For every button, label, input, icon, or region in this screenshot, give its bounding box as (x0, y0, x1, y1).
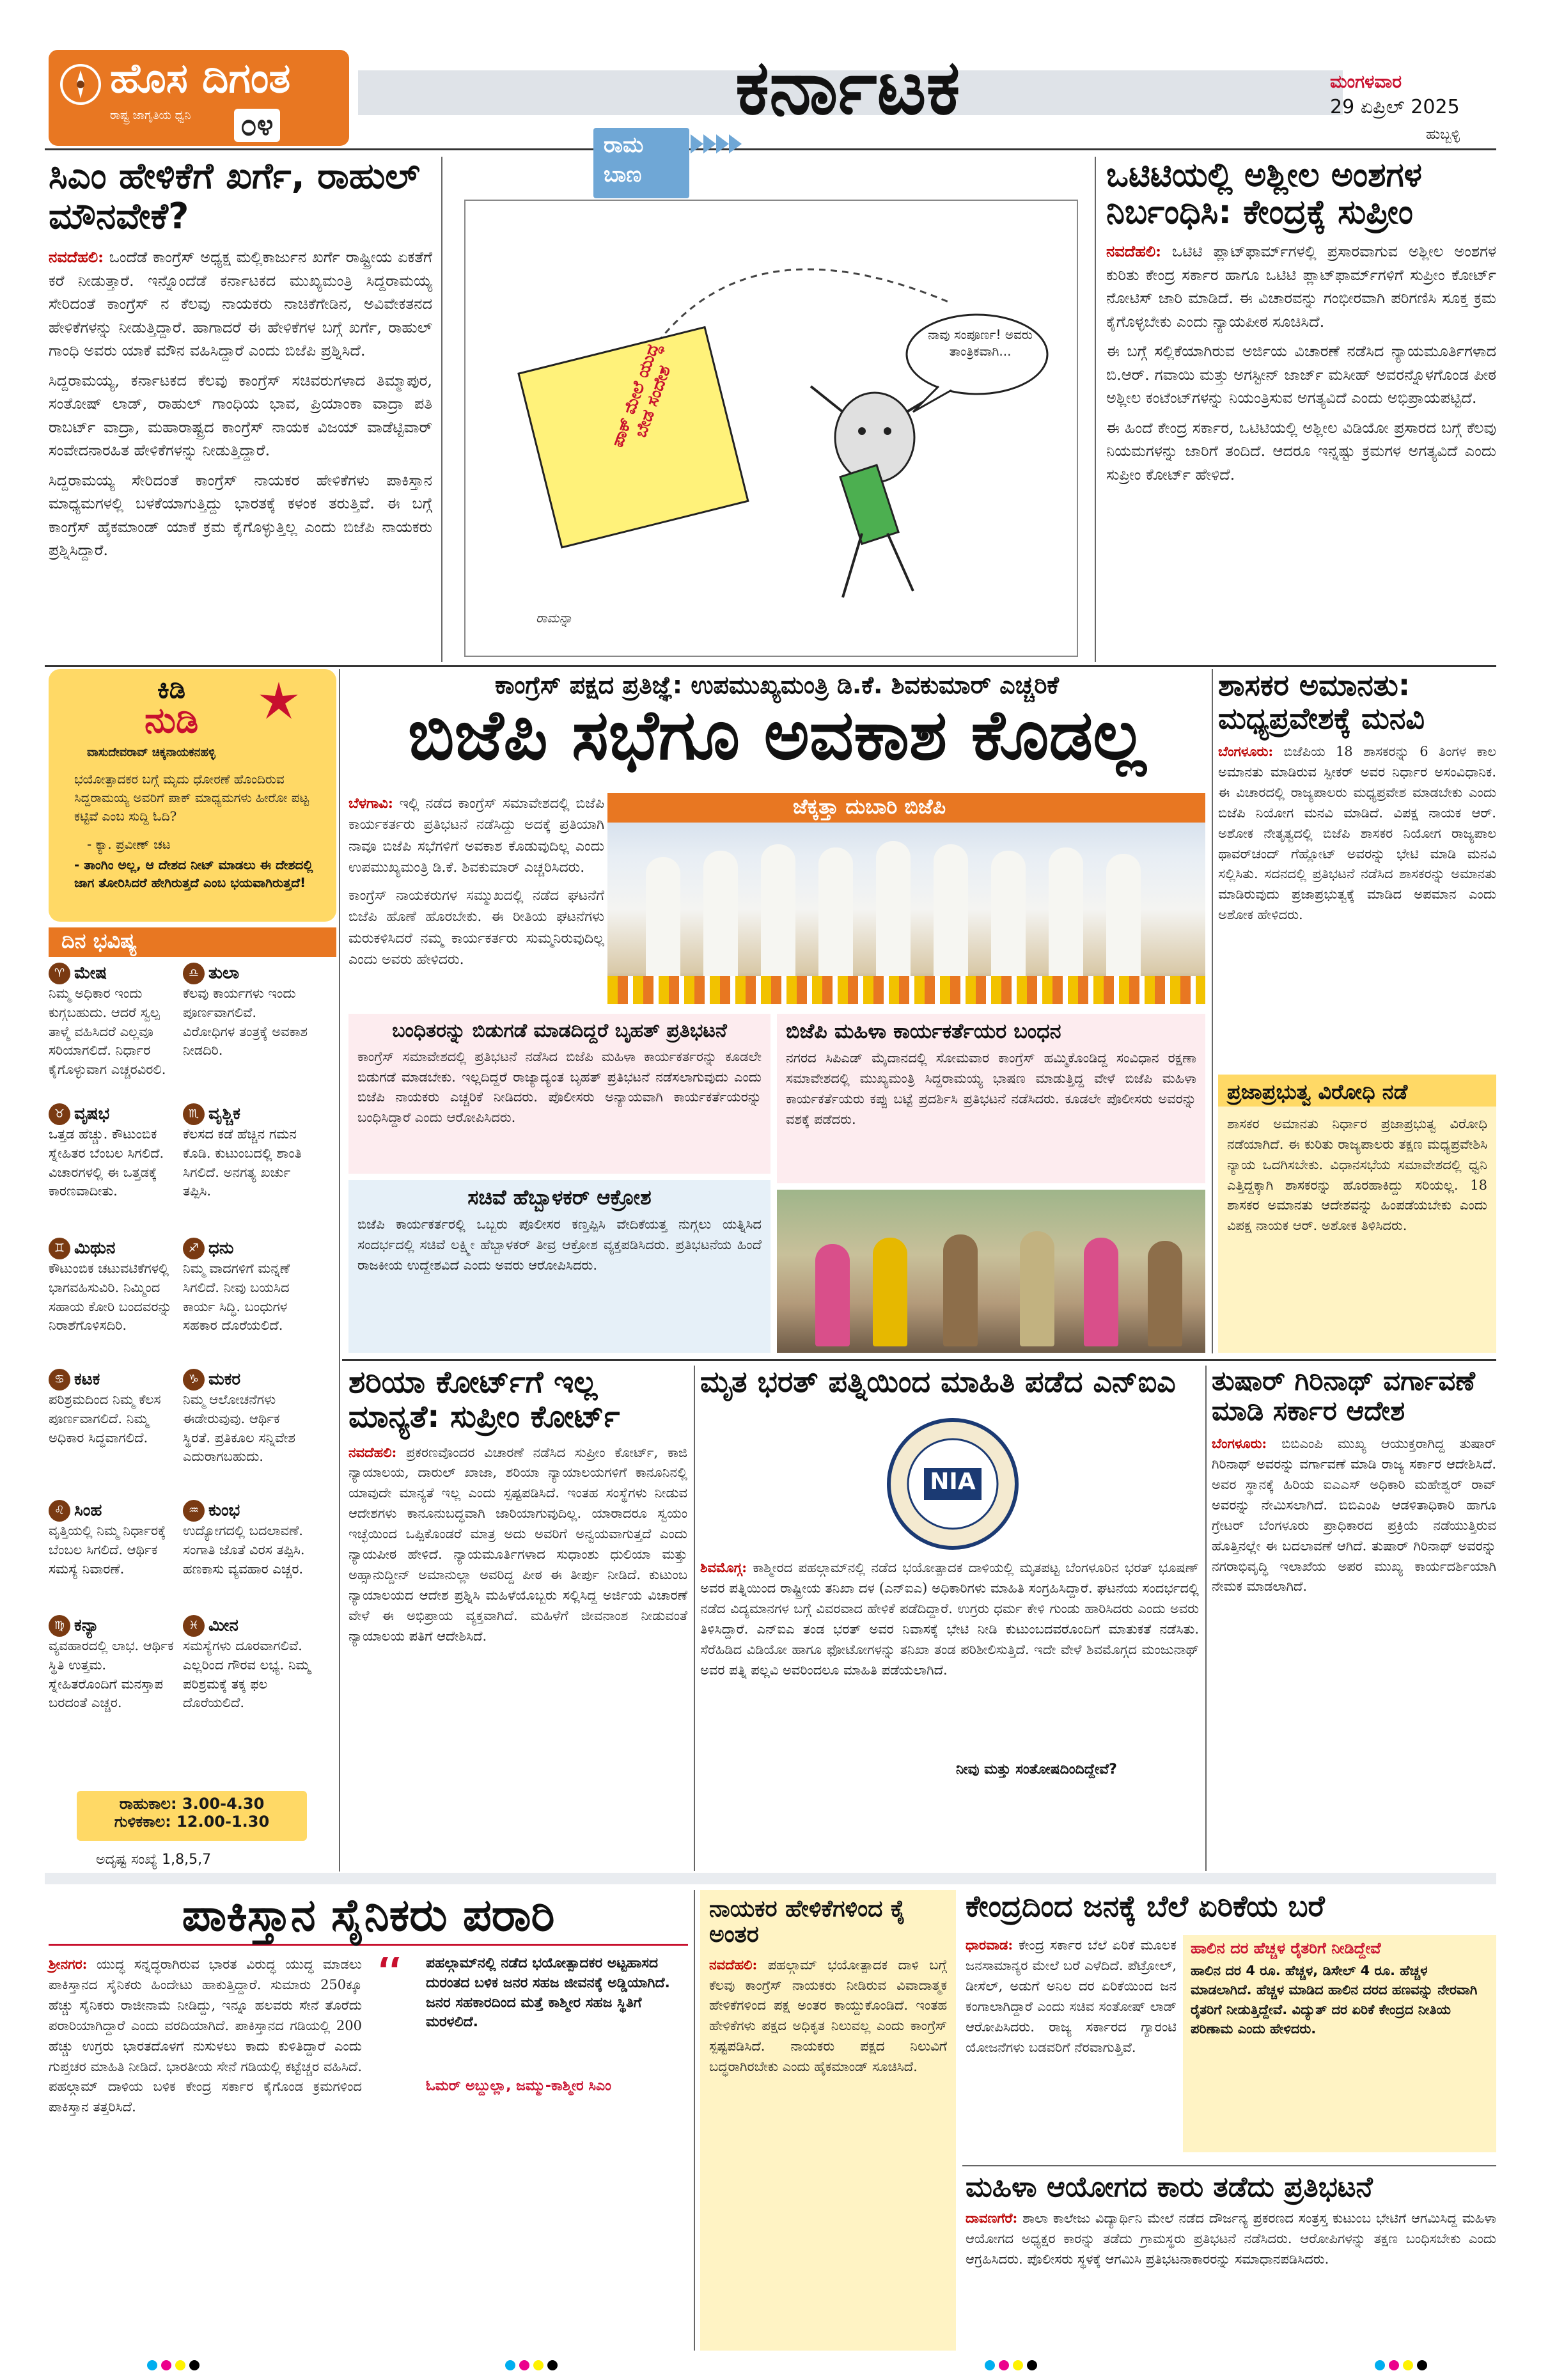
paragraph: ಒಟಿಟಿ ಪ್ಲಾಟ್‌ಫಾರ್ಮ್‌ಗಳಲ್ಲಿ ಪ್ರಸಾರವಾಗುವ ಅಶ್ಲೀಲ ಅಂಶಗಳ ಕುರಿತು ಕೇಂದ್ರ ಸರ್ಕಾರ ಹಾಗೂ ಒಟಿಟಿ ಪ್ಲಾಟ್‌ಫಾರ್ಮ್‌ಗಳಿಗೆ ಸುಪ್ರೀಂ ಕೋರ್ಟ್ ನೋಟಿಸ್ ಜಾರಿ ಮಾಡಿದೆ. ಈ ವಿಚಾರವನ್ನು ಗಂಭೀರವಾಗಿ ಪರಿಗಣಿಸಿ ಸೂಕ್ತ ಕ್ರಮ ಕೈಗೊಳ್ಳಬೇಕು ಎಂದು ನ್ಯಾಯಪೀಠ ಸೂಚಿಸಿದೆ. (1106, 242, 1496, 331)
paragraph: ಶಾಸಕರ ಅಮಾನತು ನಿರ್ಧಾರ ಪ್ರಜಾಪ್ರಭುತ್ವ ವಿರೋಧಿ ನಡೆಯಾಗಿದೆ. ಈ ಕುರಿತು ರಾಜ್ಯಪಾಲರು ತಕ್ಷಣ ಮಧ್ಯಪ್ರವೇಶಿಸಿ ನ್ಯಾಯ ಒದಗಿಸಬೇಕು. ವಿಧಾನಸಭೆಯ ಸಮಾವೇಶದಲ್ಲಿ ಧ್ವನಿ ಎತ್ತಿದ್ದಕ್ಕಾಗಿ ಶಾಸಕರನ್ನು ಹೊರಹಾಕಿದ್ದು ಸರಿಯಲ್ಲ. 18 ಶಾಸಕರ ಅಮಾನತು ಆದೇಶವನ್ನು ಹಿಂಪಡೆಯಬೇಕು ಎಂದು ವಿಪಕ್ಷ ನಾಯಕ ಆರ್. ಅಶೋಕ ತಿಳಿಸಿದರು. (1227, 1115, 1487, 1234)
paragraph: ಕೇಂದ್ರ ಸರ್ಕಾರ ಬೆಲೆ ಏರಿಕೆ ಮೂಲಕ ಜನಸಾಮಾನ್ಯರ ಮೇಲೆ ಬರೆ ಎಳೆದಿದೆ. ಪೆಟ್ರೋಲ್, ಡೀಸೆಲ್, ಅಡುಗೆ ಅನಿಲ ದರ ಏರಿಕೆಯಿಂದ ಜನ ಕಂಗಾಲಾಗಿದ್ದಾರೆ ಎಂದು ಸಚಿವ ಸಂತೋಷ್ ಲಾಡ್ ಆರೋಪಿಸಿದರು. ರಾಜ್ಯ ಸರ್ಕಾರದ ಗ್ಯಾರಂಟಿ ಯೋಜನೆಗಳು ಬಡವರಿಗೆ ನೆರವಾಗುತ್ತಿವೆ. (966, 1937, 1177, 2055)
horoscope-sign: ♒ ಕುಂಭ ಉದ್ಯೋಗದಲ್ಲಿ ಬದಲಾವಣೆ. ಸಂಗಾತಿ ಜೊತೆ ವಿರಸ ತಪ್ಪಿಸಿ. ಹಣಕಾಸು ವ್ಯವಹಾರ ಎಚ್ಚರ. (183, 1501, 305, 1577)
masthead-day: ಮಂಗಳವಾರ (1330, 71, 1402, 92)
gemini-icon: ♊ (49, 1238, 70, 1259)
registration-dots (985, 2360, 1041, 2373)
cancer-icon: ♋ (49, 1369, 70, 1391)
paragraph: ಸಿದ್ದರಾಮಯ್ಯ ಸೇರಿದಂತೆ ಕಾಂಗ್ರೆಸ್ ನಾಯಕರ ಹೇಳಿಕೆಗಳು ಪಾಕಿಸ್ತಾನ ಮಾಧ್ಯಮಗಳಲ್ಲಿ ಬಳಕೆಯಾಗುತ್ತಿದ್ದು ಭಾರತಕ್ಕೆ ಕಳಂಕ ತರುತ್ತಿವೆ. ಈ ಬಗ್ಗೆ ಕಾಂಗ್ರೆಸ್ ಹೈಕಮಾಂಡ್ ಯಾಕೆ ಕ್ರಮ ಕೈಗೊಳ್ಳುತ್ತಿಲ್ಲ ಎಂದು ಬಿಜೆಪಿ ನಾಯಕರು ಪ್ರಶ್ನಿಸಿದ್ದಾರೆ. (49, 471, 432, 560)
rahukala: ರಾಹುಕಾಲ: 3.00-4.30 (119, 1795, 265, 1813)
paragraph: ಸಿದ್ದರಾಮಯ್ಯ, ಕರ್ನಾಟಕದ ಕೆಲವು ಕಾಂಗ್ರೆಸ್ ಸಚಿವರುಗಳಾದ ತಿಮ್ಮಾಪುರ, ಸಂತೋಷ್ ಲಾಡ್, ರಾಹುಲ್ ಗಾಂಧಿಯ ಭಾವ, ಪ್ರಿಯಾಂಕಾ ವಾದ್ರಾ ಪತಿ ರಾಬರ್ಟ್ ವಾದ್ರಾ, ಮಹಾರಾಷ್ಟ್ರದ ಕಾಂಗ್ರೆಸ್ ನಾಯಕ ವಿಜಯ್ ವಾಡೆಟ್ಟಿವಾರ್ ಸಂವೇದನಾರಹಿತ ಹೇಳಿಕೆಗಳನ್ನು ನೀಡುತ್ತಿದ್ದಾರೆ. (49, 371, 432, 460)
capricorn-icon: ♑ (183, 1369, 205, 1391)
dateline: ಬೆಳಗಾವಿ: (348, 795, 393, 812)
dateline: ದಾವಣಗೆರೆ: (966, 2210, 1018, 2226)
spark-icon (260, 682, 298, 720)
paragraph: ಪ್ರಕರಣವೊಂದರ ವಿಚಾರಣೆ ನಡೆಸಿದ ಸುಪ್ರೀಂ ಕೋರ್ಟ್, ಕಾಜಿ ನ್ಯಾಯಾಲಯ, ದಾರುಲ್ ಖಾಜಾ, ಶರಿಯಾ ನ್ಯಾಯಾಲಯಗಳಿಗೆ ಕಾನೂನಿನಲ್ಲಿ ಯಾವುದೇ ಮಾನ್ಯತೆ ಇಲ್ಲ ಎಂದು ಸ್ಪಷ್ಟಪಡಿಸಿದೆ. ಇಂತಹ ಸಂಸ್ಥೆಗಳು ನೀಡುವ ಆದೇಶಗಳು ಕಾನೂನುಬದ್ಧವಾಗಿ ಜಾರಿಯಾಗುವುದಿಲ್ಲ. ಯಾರಾದರೂ ಸ್ವಯಂ ಇಚ್ಛೆಯಿಂದ ಒಪ್ಪಿಕೊಂಡರೆ ಮಾತ್ರ ಅದು ಅವರಿಗೆ ಅನ್ವಯವಾಗುತ್ತದೆ ಎಂದು ನ್ಯಾಯಪೀಠ ಹೇಳಿದೆ. ನ್ಯಾಯಮೂರ್ತಿಗಳಾದ ಸುಧಾಂಶು ಧುಲಿಯಾ ಮತ್ತು ಅಹ್ಸಾನುದ್ದೀನ್ ಅಮಾನುಲ್ಲಾ ಅವರಿದ್ದ ಪೀಠ ಈ ತೀರ್ಪು ನೀಡಿದೆ. ಕುಟುಂಬ ನ್ಯಾಯಾಲಯದ ಆದೇಶ ಪ್ರಶ್ನಿಸಿ ಮಹಿಳೆಯೊಬ್ಬರು ಸಲ್ಲಿಸಿದ್ದ ಅರ್ಜಿಯ ವಿಚಾರಣೆ ವೇಳೆ ಈ ಅಭಿಪ್ರಾಯ ವ್ಯಕ್ತವಾಗಿದೆ. ಮಹಿಳೆಗೆ ಜೀವನಾಂಶ ನೀಡುವಂತೆ ನ್ಯಾಯಾಲಯ ಪತಿಗೆ ಆದೇಶಿಸಿದೆ. (348, 1444, 687, 1644)
dateline: ನವದೆಹಲಿ: (348, 1444, 397, 1460)
ramabana-label: ಬಾಣ (604, 162, 642, 187)
registration-dots (147, 2360, 203, 2373)
horoscope-title: ದಿನ ಭವಿಷ್ಯ (61, 929, 137, 953)
subhead: ನೀವು ಮತ್ತು ಸಂತೋಷದಿಂದಿದ್ದೇವೆ? (956, 1761, 1117, 1777)
section-title: ಕರ್ನಾಟಕ (735, 43, 960, 131)
kidi-author: ವಾಸುದೇವರಾವ್ ಚಿಕ್ಕನಾಯಕನಹಳ್ಳಿ (87, 746, 215, 759)
horoscope-sign: ♈ ಮೇಷ ನಿಮ್ಮ ಅಧಿಕಾರ ಇಂದು ಕುಗ್ಗಬಹುದು. ಆದರೆ ಸ್ವಲ್ಪ ತಾಳ್ಮೆ ವಹಿಸಿದರೆ ಎಲ್ಲವೂ ಸರಿಯಾಗಲಿದೆ. ನಿರ್ಧಾರ ಕೈಗೊಳ್ಳುವಾಗ ಎಚ್ಚರವಿರಲಿ. (49, 963, 166, 1078)
masthead-date: 29 ಏಪ್ರಿಲ್ 2025 (1330, 96, 1460, 118)
headline: ಬಂಧಿತರನ್ನು ಬಿಡುಗಡೆ ಮಾಡದಿದ್ದರೆ ಬೃಹತ್ ಪ್ರತಿಭಟನೆ (392, 1020, 727, 1042)
paragraph: ಇಲ್ಲಿ ನಡೆದ ಕಾಂಗ್ರೆಸ್ ಸಮಾವೇಶದಲ್ಲಿ ಬಿಜೆಪಿ ಕಾರ್ಯಕರ್ತರು ಪ್ರತಿಭಟನೆ ನಡೆಸಿದ್ದು ಅದಕ್ಕೆ ಪ್ರತಿಯಾಗಿ ನಾವೂ ಬಿಜೆಪಿ ಸಭೆಗಳಿಗೆ ಅವಕಾಶ ಕೊಡುವುದಿಲ್ಲ ಎಂದು ಉಪಮುಖ್ಯಮಂತ್ರಿ ಡಿ.ಕೆ. ಶಿವಕುಮಾರ್ ಎಚ್ಚರಿಸಿದರು. (348, 796, 604, 876)
paragraph: ಕಾಂಗ್ರೆಸ್ ನಾಯಕರುಗಳ ಸಮ್ಮುಖದಲ್ಲಿ ನಡೆದ ಘಟನೆಗೆ ಬಿಜೆಪಿ ಹೊಣೆ ಹೊರಬೇಕು. ಈ ರೀತಿಯ ಘಟನೆಗಳು ಮರುಕಳಿಸಿದರೆ ನಮ್ಮ ಕಾರ್ಯಕರ್ತರು ಸುಮ್ಮನಿರುವುದಿಲ್ಲ ಎಂದು ಅವರು ಹೇಳಿದರು. (348, 887, 604, 968)
stage-banner (607, 793, 1205, 823)
svg-text:“: “ (375, 1957, 405, 1996)
box-text: ಹಾಲಿನ ದರ 4 ರೂ. ಹೆಚ್ಚಳ, ಡಿಸೇಲ್ 4 ರೂ. ಹೆಚ್ಚಳ ಮಾಡಲಾಗಿದೆ. ಹೆಚ್ಚಳ ಮಾಡಿದ ಹಾಲಿನ ದರದ ಹಣವನ್ನು ನೇರವಾಗಿ ರೈತರಿಗೆ ನೀಡುತ್ತಿದ್ದೇವೆ. ವಿದ್ಯುತ್ ದರ ಏರಿಕೆ ಕೇಂದ್ರದ ನೀತಿಯ ಪರಿಣಾಮ ಎಂದು ಹೇಳಿದರು. (1191, 1962, 1478, 2037)
dateline: ನವದೆಹಲಿ: (709, 1956, 758, 1973)
pull-quote: ಪಹಲ್ಗಾಮ್‌ನಲ್ಲಿ ನಡೆದ ಭಯೋತ್ಪಾದಕರ ಅಟ್ಟಹಾಸದ ದುರಂತದ ಬಳಿಕ ಜನರ ಸಹಜ ಜೀವನಕ್ಕೆ ಅಡ್ಡಿಯಾಗಿದೆ. ಜನರ ಸಹಕಾರದಿಂದ ಮತ್ತೆ ಕಾಶ್ಮೀರ ಸಹಜ ಸ್ಥಿತಿಗೆ ಮರಳಲಿದೆ. (426, 1955, 670, 2031)
lead-text (348, 793, 604, 1004)
story-price (966, 1890, 1496, 2159)
kidi-title: ಕಿಡಿ (157, 675, 185, 704)
arrow-icon (691, 134, 742, 154)
sub-bjp-women (348, 1014, 770, 1174)
cartoon-paper-text: ಪಾಕ್ ಮೇಲೆ ಯುದ್ಧ ಬೇಡ ಸಂದೇಶ (607, 340, 675, 450)
cartoon-signature: ರಾಮನ್ನಾ (536, 610, 573, 626)
price-box (1183, 1935, 1496, 2152)
paragraph: ಶಾಲಾ ಕಾಲೇಜು ವಿದ್ಯಾರ್ಥಿನಿ ಮೇಲೆ ನಡೆದ ದೌರ್ಜನ್ಯ ಪ್ರಕರಣದ ಸಂತ್ರಸ್ತ ಕುಟುಂಬ ಭೇಟಿಗೆ ಆಗಮಿಸಿದ್ದ ಮಹಿಳಾ ಆಯೋಗದ ಅಧ್ಯಕ್ಷರ ಕಾರನ್ನು ತಡೆದು ಗ್ರಾಮಸ್ಥರು ಪ್ರತಿಭಟನೆ ನಡೆಸಿದರು. ಆರೋಪಿಗಳನ್ನು ತಕ್ಷಣ ಬಂಧಿಸಬೇಕು ಎಂದು ಆಗ್ರಹಿಸಿದರು. ಪೊಲೀಸರು ಸ್ಥಳಕ್ಕೆ ಆಗಮಿಸಿ ಪ್ರತಿಭಟನಾಕಾರರನ್ನು ಸಮಾಧಾನಪಡಿಸಿದರು. (966, 2211, 1496, 2267)
logo-text: ಹೊಸ ದಿಗಂತ (110, 55, 291, 102)
paragraph: ಈ ಹಿಂದೆ ಕೇಂದ್ರ ಸರ್ಕಾರ, ಒಟಿಟಿಯಲ್ಲಿ ಅಶ್ಲೀಲ ವಿಡಿಯೋ ಪ್ರಸಾರದ ಬಗ್ಗೆ ಕೆಲವು ನಿಯಮಗಳನ್ನು ಜಾರಿಗೆ ತಂದಿದೆ. ಆದರೂ ಇನ್ನಷ್ಟು ಕ್ರಮಗಳ ಅಗತ್ಯವಿದೆ ಎಂದು ಸುಪ್ರೀಂ ಕೋರ್ಟ್ ಹೇಳಿದೆ. (1106, 418, 1496, 484)
story-sharia (348, 1366, 687, 1871)
dateline: ನವದೆಹಲಿ: (49, 248, 104, 267)
registration-dots (505, 2360, 561, 2373)
horoscope-sign: ♍ ಕನ್ಯಾ ವ್ಯವಹಾರದಲ್ಲಿ ಲಾಭ. ಆರ್ಥಿಕ ಸ್ಥಿತಿ ಉತ್ತಮ. ಸ್ನೇಹಿತರೊಂದಿಗೆ ಮನಸ್ತಾಪ ಬರದಂತೆ ಎಚ್ಚರ. (49, 1616, 174, 1711)
aries-icon: ♈ (49, 963, 70, 984)
story-ott (1106, 157, 1496, 662)
horoscope-sign: ♎ ತುಲಾ ಕೆಲವು ಕಾರ್ಯಗಳು ಇಂದು ಪೂರ್ಣವಾಗಲಿವೆ. ವಿರೋಧಿಗಳ ತಂತ್ರಕ್ಕೆ ಅವಕಾಶ ನೀಡದಿರಿ. (183, 963, 308, 1059)
flower-row (607, 976, 1205, 1004)
story-pak (49, 1890, 688, 2351)
rahukala-box (77, 1791, 307, 1841)
paragraph: ನಗರದ ಸಿಪಿಎಡ್ ಮೈದಾನದಲ್ಲಿ ಸೋಮವಾರ ಕಾಂಗ್ರೆಸ್ ಹಮ್ಮಿಕೊಂಡಿದ್ದ ಸಂವಿಧಾನ ರಕ್ಷಣಾ ಸಮಾವೇಶದಲ್ಲಿ ಮುಖ್ಯಮಂತ್ರಿ ಸಿದ್ದರಾಮಯ್ಯ ಭಾಷಣ ಮಾಡುತ್ತಿದ್ದ ವೇಳೆ ಬಿಜೆಪಿ ಮಹಿಳಾ ಕಾರ್ಯಕರ್ತೆಯರು ಕಪ್ಪು ಬಟ್ಟೆ ಪ್ರದರ್ಶಿಸಿ ಪ್ರತಿಭಟನೆ ನಡೆಸಿದರು. ಕೂಡಲೇ ಪೊಲೀಸರು ಅವರನ್ನು ವಶಕ್ಕೆ ಪಡೆದರು. (786, 1050, 1196, 1127)
story-nia (700, 1366, 1199, 1871)
paragraph: ಕಾಂಗ್ರೆಸ್ ಸಮಾವೇಶದಲ್ಲಿ ಪ್ರತಿಭಟನೆ ನಡೆಸಿದ ಬಿಜೆಪಿ ಮಹಿಳಾ ಕಾರ್ಯಕರ್ತರನ್ನು ಕೂಡಲೇ ಬಿಡುಗಡೆ ಮಾಡಬೇಕು. ಇಲ್ಲದಿದ್ದರೆ ರಾಜ್ಯಾದ್ಯಂತ ಬೃಹತ್ ಪ್ರತಿಭಟನೆ ನಡೆಸಲಾಗುವುದು ಎಂದು ಬಿಜೆಪಿ ನಾಯಕರು ಎಚ್ಚರಿಕೆ ನೀಡಿದರು. ಪೊಲೀಸರು ಅನ್ಯಾಯವಾಗಿ ಕಾರ್ಯಕರ್ತೆಯರನ್ನು ಬಂಧಿಸಿದ್ದಾರೆ ಎಂದು ಆರೋಪಿಸಿದರು. (357, 1048, 762, 1126)
headline: ಸಚಿವೆ ಹೆಬ್ಬಾಳಕರ್ ಆಕ್ರೋಶ (467, 1185, 652, 1210)
paragraph: ಪಹಲ್ಗಾಮ್ ಭಯೋತ್ಪಾದಕ ದಾಳಿ ಬಗ್ಗೆ ಕೆಲವು ಕಾಂಗ್ರೆಸ್ ನಾಯಕರು ನೀಡಿರುವ ವಿವಾದಾತ್ಮಕ ಹೇಳಿಕೆಗಳಿಂದ ಪಕ್ಷ ಅಂತರ ಕಾಯ್ದುಕೊಂಡಿದೆ. ಇಂತಹ ಹೇಳಿಕೆಗಳು ಪಕ್ಷದ ಅಧಿಕೃತ ನಿಲುವಲ್ಲ ಎಂದು ಕಾಂಗ್ರೆಸ್ ಸ್ಪಷ್ಟಪಡಿಸಿದೆ. ನಾಯಕರು ಪಕ್ಷದ ನಿಲುವಿಗೆ ಬದ್ಧರಾಗಿರಬೇಕು ಎಂದು ಹೈಕಮಾಂಡ್ ಸೂಚಿಸಿದೆ. (709, 1957, 947, 2075)
headline: ಶಾಸಕರ ಅಮಾನತು: ಮಧ್ಯಪ್ರವೇಶಕ್ಕೆ ಮನವಿ (1218, 668, 1425, 736)
libra-icon: ♎ (183, 963, 205, 984)
paragraph: ಕಾಶ್ಮೀರದ ಪಹಲ್ಗಾಮ್‌ನಲ್ಲಿ ನಡೆದ ಭಯೋತ್ಪಾದಕ ದಾಳಿಯಲ್ಲಿ ಮೃತಪಟ್ಟ ಬೆಂಗಳೂರಿನ ಭರತ್ ಭೂಷಣ್ ಅವರ ಪತ್ನಿಯಿಂದ ರಾಷ್ಟ್ರೀಯ ತನಿಖಾ ದಳ (ಎನ್‌ಐಎ) ಅಧಿಕಾರಿಗಳು ಮಾಹಿತಿ ಸಂಗ್ರಹಿಸಿದ್ದಾರೆ. ಘಟನೆಯ ಸಂದರ್ಭದಲ್ಲಿ ನಡೆದ ವಿದ್ಯಮಾನಗಳ ಬಗ್ಗೆ ವಿವರವಾದ ಹೇಳಿಕೆ ಪಡೆದಿದ್ದಾರೆ. ಉಗ್ರರು ಧರ್ಮ ಕೇಳಿ ಗುಂಡು ಹಾರಿಸಿದರು ಎಂದು ಅವರು ತಿಳಿಸಿದ್ದಾರೆ. ಎನ್‌ಐಎ ತಂಡ ಭರತ್ ಅವರ ನಿವಾಸಕ್ಕೆ ಭೇಟಿ ನೀಡಿ ಕುಟುಂಬದವರೊಂದಿಗೆ ಮಾತುಕತೆ ನಡೆಸಿತು. ಸೆರೆಹಿಡಿದ ವಿಡಿಯೋ ಹಾಗೂ ಫೋಟೋಗಳನ್ನು ತನಿಖಾ ತಂಡ ಪರಿಶೀಲಿಸುತ್ತಿದೆ. ಇದೇ ವೇಳೆ ಶಿವಮೊಗ್ಗದ ಮಂಜುನಾಥ್ ಅವರ ಪತ್ನಿ ಪಲ್ಲವಿ ಅವರಿಂದಲೂ ಮಾಹಿತಿ ಪಡೆಯಲಾಗಿದೆ. (700, 1560, 1199, 1678)
paragraph: ಒಂದೆಡೆ ಕಾಂಗ್ರೆಸ್ ಅಧ್ಯಕ್ಷ ಮಲ್ಲಿಕಾರ್ಜುನ ಖರ್ಗೆ ರಾಷ್ಟ್ರೀಯ ಏಕತೆಗೆ ಕರೆ ನೀಡುತ್ತಾರೆ. ಇನ್ನೊಂದೆಡೆ ಕರ್ನಾಟಕದ ಮುಖ್ಯಮಂತ್ರಿ ಸಿದ್ದರಾಮಯ್ಯ ಸೇರಿದಂತೆ ಕಾಂಗ್ರೆಸ್ ನ ಕೆಲವು ನಾಯಕರು ನಾಚಿಕೆಗೇಡಿನ, ಅವಿವೇಕತನದ ಹೇಳಿಕೆಗಳನ್ನು ನೀಡುತ್ತಿದ್ದಾರೆ. ಹಾಗಾದರೆ ಈ ಹೇಳಿಕೆಗಳ ಬಗ್ಗೆ ಖರ್ಗೆ, ರಾಹುಲ್ ಗಾಂಧಿ ಅವರು ಯಾಕೆ ಮೌನ ವಹಿಸಿದ್ದಾರೆ ಎಂದು ಬಿಜೆಪಿ ಪ್ರಶ್ನಿಸಿದೆ. (49, 248, 432, 360)
kidi-nudi-box (49, 669, 336, 922)
headline: ಮಹಿಳಾ ಆಯೋಗದ ಕಾರು ತಡೆದು ಪ್ರತಿಭಟನೆ (966, 2171, 1373, 2203)
horoscope-sign: ♏ ವೃಶ್ಚಿಕ ಕೆಲಸದ ಕಡೆ ಹೆಚ್ಚಿನ ಗಮನ ಕೊಡಿ. ಕುಟುಂಬದಲ್ಲಿ ಶಾಂತಿ ಸಿಗಲಿದೆ. ಅನಗತ್ಯ ಖರ್ಚು ತಪ್ಪಿಸಿ. (183, 1104, 302, 1199)
taurus-icon: ♉ (49, 1103, 70, 1125)
headline: ಶರಿಯಾ ಕೋರ್ಟ್‌ಗೆ ಇಲ್ಲ ಮಾನ್ಯತೆ: ಸುಪ್ರೀಂ ಕೋರ್ಟ್ (348, 1364, 620, 1435)
masthead-city: ಹುಬ್ಬಳ್ಳಿ (1426, 127, 1460, 143)
leo-icon: ♌ (49, 1500, 70, 1522)
headline: ಮೃತ ಭರತ್ ಪತ್ನಿಯಿಂದ ಮಾಹಿತಿ ಪಡೆದ ಎನ್‌ಐಎ (700, 1364, 1176, 1399)
box-title: ಹಾಲಿನ ದರ ಹೆಚ್ಚಳ ರೈತರಿಗೆ ನೀಡಿದ್ದೇವೆ (1191, 1939, 1381, 1957)
nia-seal (886, 1417, 1020, 1551)
kidi-answer-name: - ಕ್ಯಾ. ಪ್ರವೀಣ್ ಚಟ (87, 837, 171, 852)
horoscope-sign: ♐ ಧನು ನಿಮ್ಮ ವಾದಗಳಿಗೆ ಮನ್ನಣೆ ಸಿಗಲಿದೆ. ನೀವು ಬಯಸಿದ ಕಾರ್ಯ ಸಿದ್ಧಿ. ಬಂಧುಗಳ ಸಹಕಾರ ದೊರೆಯಲಿದೆ. (183, 1238, 290, 1334)
nia-seal-center: NIA (930, 1469, 976, 1495)
headline: ನಾಯಕರ ಹೇಳಿಕೆಗಳಿಂದ ಕೈ ಅಂತರ (709, 1896, 906, 1948)
sagittarius-icon: ♐ (183, 1238, 205, 1259)
paragraph: ಯುದ್ಧ ಸನ್ನದ್ಧರಾಗಿರುವ ಭಾರತ ವಿರುದ್ಧ ಯುದ್ಧ ಮಾಡಲು ಪಾಕಿಸ್ತಾನದ ಸೈನಿಕರು ಹಿಂದೇಟು ಹಾಕುತ್ತಿದ್ದಾರೆ. ಸುಮಾರು 250ಕ್ಕೂ ಹೆಚ್ಚು ಸೈನಿಕರು ರಾಜೀನಾಮೆ ನೀಡಿದ್ದು, ಇನ್ನೂ ಹಲವರು ಸೇನೆ ತೊರೆದು ಪರಾರಿಯಾಗಿದ್ದಾರೆ ಎಂದು ವರದಿಯಾಗಿದೆ. ಪಾಕಿಸ್ತಾನದ ಗಡಿಯಲ್ಲಿ 200 ಹೆಚ್ಚು ಉಗ್ರರು ಭಾರತದೊಳಗೆ ನುಸುಳಲು ಕಾದು ಕುಳಿತಿದ್ದಾರೆ ಎಂದು ಗುಪ್ತಚರ ಮಾಹಿತಿ ನೀಡಿದೆ. ಭಾರತೀಯ ಸೇನೆ ಗಡಿಯಲ್ಲಿ ಕಟ್ಟೆಚ್ಚರ ವಹಿಸಿದೆ. ಪಹಲ್ಗಾಮ್ ದಾಳಿಯ ಬಳಿಕ ಕೇಂದ್ರ ಸರ್ಕಾರ ಕೈಗೊಂಡ ಕ್ರಮಗಳಿಂದ ಪಾಕಿಸ್ತಾನ ತತ್ತರಿಸಿದೆ. (49, 1957, 362, 2115)
sub-arrest (777, 1014, 1205, 1183)
dateline: ಬೆಂಗಳೂರು: (1212, 1435, 1267, 1452)
story-leaders (700, 1890, 956, 2351)
headline: ಕೇಂದ್ರದಿಂದ ಜನಕ್ಕೆ ಬೆಲೆ ಏರಿಕೆಯ ಬರೆ (966, 1889, 1325, 1923)
kidi-answer: - ತಾಂಗಿಂ ಅಲ್ಲ, ಆ ದೇಶದ ನೀಟ್ ಮಾಡಲು ಈ ದೇಶದಲ್ಲಿ ಜಾಗ ತೋರಿಸಿದರೆ ಹೇಗಿರುತ್ತದೆ ಎಂಬ ಭಯವಾಗಿರುತ್ತದೆ! (74, 857, 313, 891)
registration-dots (1375, 2360, 1431, 2373)
lead-kicker: ಕಾಂಗ್ರೆಸ್ ಪಕ್ಷದ ಪ್ರತಿಜ್ಞೆ: ಉಪಮುಖ್ಯಮಂತ್ರಿ ಡಿ.ಕೆ. ಶಿವಕುಮಾರ್ ಎಚ್ಚರಿಕೆ (494, 671, 1060, 699)
horoscope-sign: ♌ ಸಿಂಹ ವೃತ್ತಿಯಲ್ಲಿ ನಿಮ್ಮ ನಿರ್ಧಾರಕ್ಕೆ ಬೆಂಬಲ ಸಿಗಲಿದೆ. ಆರ್ಥಿಕ ಸಮಸ್ಯೆ ನಿವಾರಣೆ. (49, 1501, 166, 1577)
kidi-question: ಭಯೋತ್ಪಾದಕರ ಬಗ್ಗೆ ಮೃದು ಧೋರಣೆ ಹೊಂದಿರುವ ಸಿದ್ದರಾಮಯ್ಯ ಅವರಿಗೆ ಪಾಕ್ ಮಾಧ್ಯಮಗಳು ಹೀರೋ ಪಟ್ಟ ಕಟ್ಟಿವೆ ಎಂಬ ಸುದ್ದಿ ಓದಿ? (74, 771, 309, 824)
story-kharge (49, 157, 432, 662)
dateline: ಧಾರವಾಡ: (966, 1937, 1013, 1953)
headline: ತುಷಾರ್ ಗಿರಿನಾಥ್ ವರ್ಗಾವಣೆ ಮಾಡಿ ಸರ್ಕಾರ ಆದೇಶ (1212, 1365, 1475, 1427)
quote-attribution: ಓಮರ್ ಅಬ್ದುಲ್ಲಾ, ಜಮ್ಮು-ಕಾಶ್ಮೀರ ಸಿಎಂ (426, 2078, 611, 2094)
cartoon (464, 200, 1078, 657)
lead-headline: ಬಿಜೆಪಿ ಸಭೆಗೂ ಅವಕಾಶ ಕೊಡಲ್ಲ (407, 695, 1146, 775)
headline: ಪಾಕಿಸ್ತಾನ ಸೈನಿಕರು ಪರಾರಿ (49, 1890, 688, 1946)
horoscope-sign: ♉ ವೃಷಭ ಒತ್ತಡ ಹೆಚ್ಚು. ಕೌಟುಂಬಿಕ ಸ್ನೇಹಿತರ ಬೆಂಬಲ ಸಿಗಲಿದೆ. ವಿಚಾರಗಳಲ್ಲಿ ಈ ಒತ್ತಡಕ್ಕೆ ಕಾರಣವಾದೀತು. (49, 1104, 164, 1199)
sub-hebbalkar (348, 1180, 770, 1353)
speech-bubble: ನಾವು ಸಂಪೂರ್ಣ! ಅವರು ತಾಂತ್ರಿಕವಾಗಿ... (928, 327, 1033, 359)
story-tushar (1212, 1366, 1496, 1871)
headline: ಬಿಜೆಪಿ ಮಹಿಳಾ ಕಾರ್ಯಕರ್ತೆಯರ ಬಂಧನ (786, 1019, 1061, 1043)
bottom-strip (45, 1873, 1496, 1884)
page-number: ೦೪ (234, 109, 280, 142)
nudi-title: ನುಡಿ (145, 700, 199, 741)
dateline: ಶಿವಮೊಗ್ಗ: (700, 1559, 747, 1575)
virgo-icon: ♍ (49, 1615, 70, 1637)
headline: ಒಟಿಟಿಯಲ್ಲಿ ಅಶ್ಲೀಲ ಅಂಶಗಳ ನಿರ್ಬಂಧಿಸಿ: ಕೇಂದ್ರಕ್ಕೆ ಸುಪ್ರೀಂ (1106, 156, 1422, 232)
protest-photo (777, 1190, 1205, 1353)
pisces-icon: ♓ (183, 1615, 205, 1637)
dateline: ಶ್ರೀನಗರ: (49, 1956, 88, 1972)
ramabana-label: ರಾಮ (604, 132, 644, 158)
dateline: ನವದೆಹಲಿ: (1106, 242, 1161, 261)
paragraph: ಬಿಜೆಪಿ ಕಾರ್ಯಕರ್ತರಲ್ಲಿ ಒಬ್ಬರು ಪೊಲೀಸರ ಕಣ್ತಪ್ಪಿಸಿ ವೇದಿಕೆಯತ್ತ ನುಗ್ಗಲು ಯತ್ನಿಸಿದ ಸಂದರ್ಭದಲ್ಲಿ ಸಚಿವೆ ಲಕ್ಷ್ಮೀ ಹೆಬ್ಬಾಳಕರ್ ತೀವ್ರ ಆಕ್ರೋಶ ವ್ಯಕ್ತಪಡಿಸಿದರು. ಪ್ರತಿಭಟನೆಯ ಹಿಂದೆ ರಾಜಕೀಯ ಉದ್ದೇಶವಿದೆ ಎಂದು ಅವರು ಆರೋಪಿಸಿದರು. (357, 1216, 762, 1273)
ramabana-tag (593, 128, 689, 198)
quote-icon (375, 1957, 419, 1996)
story-women (966, 2171, 1496, 2351)
logo-tagline: ರಾಷ್ಟ್ರ ಜಾಗೃತಿಯ ಧ್ವನಿ (110, 109, 191, 122)
horoscope-sign: ♋ ಕಟಕ ಪರಿಶ್ರಮದಿಂದ ನಿಮ್ಮ ಕೆಲಸ ಪೂರ್ಣವಾಗಲಿದೆ. ನಿಮ್ಮ ಅಧಿಕಾರ ಸಿದ್ಧವಾಗಲಿದೆ. (49, 1369, 161, 1446)
paragraph: ಬಿಬಿಎಂಪಿ ಮುಖ್ಯ ಆಯುಕ್ತರಾಗಿದ್ದ ತುಷಾರ್ ಗಿರಿನಾಥ್ ಅವರನ್ನು ವರ್ಗಾವಣೆ ಮಾಡಿ ರಾಜ್ಯ ಸರ್ಕಾರ ಆದೇಶಿಸಿದೆ. ಅವರ ಸ್ಥಾನಕ್ಕೆ ಹಿರಿಯ ಐಎಎಸ್ ಅಧಿಕಾರಿ ಮಹೇಶ್ವರ್ ರಾವ್ ಅವರನ್ನು ನೇಮಿಸಲಾಗಿದೆ. ಬಿಬಿಎಂಪಿ ಆಡಳಿತಾಧಿಕಾರಿ ಹಾಗೂ ಗ್ರೇಟರ್ ಬೆಂಗಳೂರು ಪ್ರಾಧಿಕಾರದ ಪ್ರಕ್ರಿಯೆ ನಡೆಯುತ್ತಿರುವ ಹೊತ್ತಿನಲ್ಲೇ ಈ ಬದಲಾವಣೆ ಆಗಿದೆ. ತುಷಾರ್ ಗಿರಿನಾಥ್ ಅವರನ್ನು ನಗರಾಭಿವೃದ್ಧಿ ಇಲಾಖೆಯ ಅಪರ ಮುಖ್ಯ ಕಾರ್ಯದರ್ಶಿಯಾಗಿ ನೇಮಕ ಮಾಡಲಾಗಿದೆ. (1212, 1436, 1496, 1595)
aquarius-icon: ♒ (183, 1500, 205, 1522)
horoscope-sign: ♑ ಮಕರ ನಿಮ್ಮ ಆಲೋಚನೆಗಳು ಈಡೇರುವುವು. ಆರ್ಥಿಕ ಸ್ಥಿರತೆ. ಪ್ರತಿಕೂಲ ಸನ್ನಿವೇಶ ಎದುರಾಗಬಹುದು. (183, 1369, 295, 1465)
lead-photo (607, 793, 1205, 1004)
horoscope-title-bar (49, 927, 336, 957)
horoscope-sign: ♊ ಮಿಥುನ ಕೌಟುಂಬಿಕ ಚಟುವಟಿಕೆಗಳಲ್ಲಿ ಭಾಗವಹಿಸುವಿರಿ. ನಿಮ್ಮಿಂದ ಸಹಾಯ ಕೋರಿ ಬಂದವರನ್ನು ನಿರಾಶೆಗೊಳಿಸದಿರಿ. (49, 1238, 172, 1334)
photo-banner-text: ಜೆಕ್ಕತ್ತಾ ದುಬಾರಿ ಬಿಜೆಪಿ (793, 794, 946, 819)
headline: ಪ್ರಜಾಪ್ರಭುತ್ವ ವಿರೋಧಿ ನಡೆ (1227, 1080, 1408, 1104)
story-mla (1218, 669, 1496, 1027)
masthead-logo (49, 50, 349, 146)
horoscope-sign: ♓ ಮೀನ ಸಮಸ್ಯೆಗಳು ದೂರವಾಗಲಿವೆ. ಎಲ್ಲರಿಂದ ಗೌರವ ಲಭ್ಯ. ನಿಮ್ಮ ಪರಿಶ್ರಮಕ್ಕೆ ತಕ್ಕ ಫಲ ದೊರೆಯಲಿದೆ. (183, 1616, 311, 1711)
gulikakala: ಗುಳಿಕಕಾಲ: 12.00-1.30 (114, 1813, 270, 1831)
headline: ಸಿಎಂ ಹೇಳಿಕೆಗೆ ಖರ್ಗೆ, ರಾಹುಲ್ ಮೌನವೇಕೆ? (49, 155, 420, 237)
logo-emblem-icon (60, 64, 101, 105)
paragraph: ಬಿಜೆಪಿಯ 18 ಶಾಸಕರನ್ನು 6 ತಿಂಗಳ ಕಾಲ ಅಮಾನತು ಮಾಡಿರುವ ಸ್ಪೀಕರ್ ಅವರ ನಿರ್ಧಾರ ಅಸಂವಿಧಾನಿಕ. ಈ ವಿಚಾರದಲ್ಲಿ ರಾಜ್ಯಪಾಲರು ಮಧ್ಯಪ್ರವೇಶ ಮಾಡಬೇಕು ಎಂದು ಬಿಜೆಪಿ ನಿಯೋಗ ಮನವಿ ಮಾಡಿದೆ. ವಿಪಕ್ಷ ನಾಯಕ ಆರ್. ಅಶೋಕ ನೇತೃತ್ವದಲ್ಲಿ ಬಿಜೆಪಿ ಶಾಸಕರ ನಿಯೋಗ ರಾಜ್ಯಪಾಲ ಥಾವರ್‌ಚಂದ್ ಗೆಹ್ಲೋಟ್ ಅವರನ್ನು ಭೇಟಿ ಮಾಡಿ ಮನವಿ ಸಲ್ಲಿಸಿತು. ಸದನದಲ್ಲಿ ಪ್ರತಿಭಟನೆ ನಡೆಸಿದ ಶಾಸಕರನ್ನು ಅಮಾನತು ಮಾಡಿರುವುದು ಪ್ರಜಾಪ್ರಭುತ್ವಕ್ಕೆ ಮಾಡಿದ ಅಪಮಾನ ಎಂದು ಅಶೋಕ ಹೇಳಿದರು. (1218, 744, 1496, 923)
dateline: ಬೆಂಗಳೂರು: (1218, 743, 1274, 760)
paragraph: ಈ ಬಗ್ಗೆ ಸಲ್ಲಿಕೆಯಾಗಿರುವ ಅರ್ಜಿಯ ವಿಚಾರಣೆ ನಡೆಸಿದ ನ್ಯಾಯಮೂರ್ತಿಗಳಾದ ಬಿ.ಆರ್. ಗವಾಯಿ ಮತ್ತು ಅಗಸ್ಟೀನ್ ಜಾರ್ಜ್ ಮಸೀಹ್ ಅವರನ್ನೊಳಗೊಂಡ ಪೀಠ ಅಶ್ಲೀಲ ಕಂಟೆಂಟ್‌ಗಳನ್ನು ನಿಯಂತ್ರಿಸುವ ಅಗತ್ಯವಿದೆ ಎಂದು ಅಭಿಪ್ರಾಯಪಟ್ಟಿದೆ. (1106, 342, 1496, 407)
box-democracy (1218, 1075, 1496, 1353)
lucky-numbers: ಅದೃಷ್ಟ ಸಂಖ್ಯೆ 1,8,5,7 (96, 1852, 212, 1868)
scorpio-icon: ♏ (183, 1103, 205, 1125)
